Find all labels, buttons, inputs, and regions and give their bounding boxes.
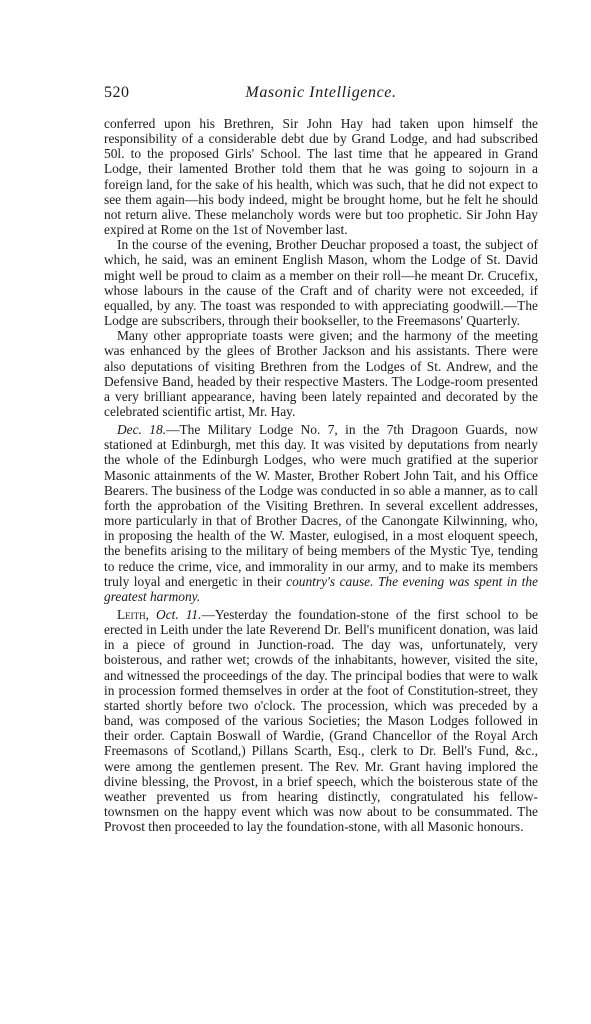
page xyxy=(104,84,538,834)
paragraph-other-toasts: Many other appropriate toasts were given; and the harmony of the meeting was enhanced by the glees of Brother Jackson and his assistants. There were also deputations of visiting Brethren from the Lodges of St. Andrew, and the Defensive Band, headed by their respective Masters. The Lodge-room presented a very brilliant appearance, having been lately repainted and decorated by the celebrated scientific artist, Mr. Hay. xyxy=(104,328,538,419)
entry-text: —The Military Lodge No. 7, in the 7th Dragoon Guards, now stationed at Edinburgh, met this day. It was visited by deputations from nearly the whole of the Edinburgh Lodges, who were much gratified at the superior Masonic attainments of the W. Master, Brother Robert John Tait, and his Office Bearers. The business of the Lodge was conducted in so able a manner, as to call forth the approbation of the Visiting Brethren. In several excellent addresses, more particularly in that of Brother Dacres, of the Canongate Kilwinning, who, in proposing the health of the W. Master, eulogised, in a most eloquent speech, the benefits arising to the military of being members of the Mystic Tye, tending to reduce the crime, vice, and immorality in our army, and to make its members truly loyal and energetic in their xyxy=(104,422,539,589)
paragraph-leith-school xyxy=(104,607,538,834)
entry-date: Oct. 11. xyxy=(156,607,202,622)
page-number: 520 xyxy=(104,84,130,101)
entry-text: —Yesterday the foundation-stone of the first school to be erected in Leith under the late Reverend Dr. Bell's munificent donation, was laid in a piece of ground in Junction-road. The day was, unfortunately, very boisterous, and rather wet; crowds of the inhabitants, however, visited the site, and witnessed the proceedings of the day. The principal bodies that were to walk in procession formed themselves in order at the foot of Constitution-street, they started shortly before two o'clock. The procession, which was preceded by a band, was composed of the various Societies; the Mason Lodges followed in their order. Captain Boswall of Wardie, (Grand Chancellor of the Royal Arch Freemasons of Scotland,) Pillans Scarth, Esq., clerk to Dr. Bell's Fund, &c., were among the gentlemen present. The Rev. Mr. Grant having implored the divine blessing, the Provost, in a brief speech, which the boisterous state of the weather prevented us from hearing distinctly, congratulated his fellow-townsmen on the happy event which was now about to be consummated. The Provost then proceeded to lay the foundation-stone, with all Masonic honours. xyxy=(104,607,538,835)
entry-date: Dec. 18. xyxy=(117,422,167,438)
paragraph-sir-john-hay: conferred upon his Brethren, Sir John Hay had taken upon himself the responsibility of a considerable debt due by Grand Lodge, and had subscribed 50l. to the proposed Girls' School. The last time that he appeared in Grand Lodge, their lamented Brother told them that he was going to sojourn in a foreign land, for the sake of his health, which was such, that he did not expect to see them again—his body indeed, might be brought home, but he felt he should not return alive. These melancholy words were but too prophetic. Sir John Hay expired at Rome on the 1st of November last. xyxy=(104,116,538,238)
entry-place: Leith, xyxy=(117,607,150,622)
paragraph-military-lodge xyxy=(104,422,538,604)
paragraph-deuchar-toast: In the course of the evening, Brother Deuchar proposed a toast, the subject of which, he said, was an eminent English Mason, whom the Lodge of St. David might well be proud to claim as a member on their roll—he meant Dr. Crucefix, whose labours in the cause of the Craft and of charity were not exceeded, if equalled, by any. The toast was responded to with appreciating goodwill.—The Lodge are subscribers, through their bookseller, to the Freemasons' Quarterly. xyxy=(104,237,538,329)
page-header xyxy=(104,84,538,108)
article-body xyxy=(104,116,538,834)
running-title: Masonic Intelligence. xyxy=(245,84,397,101)
entry-italic-ending: country's cause. The evening was spent in the greatest harmony. xyxy=(104,573,538,604)
